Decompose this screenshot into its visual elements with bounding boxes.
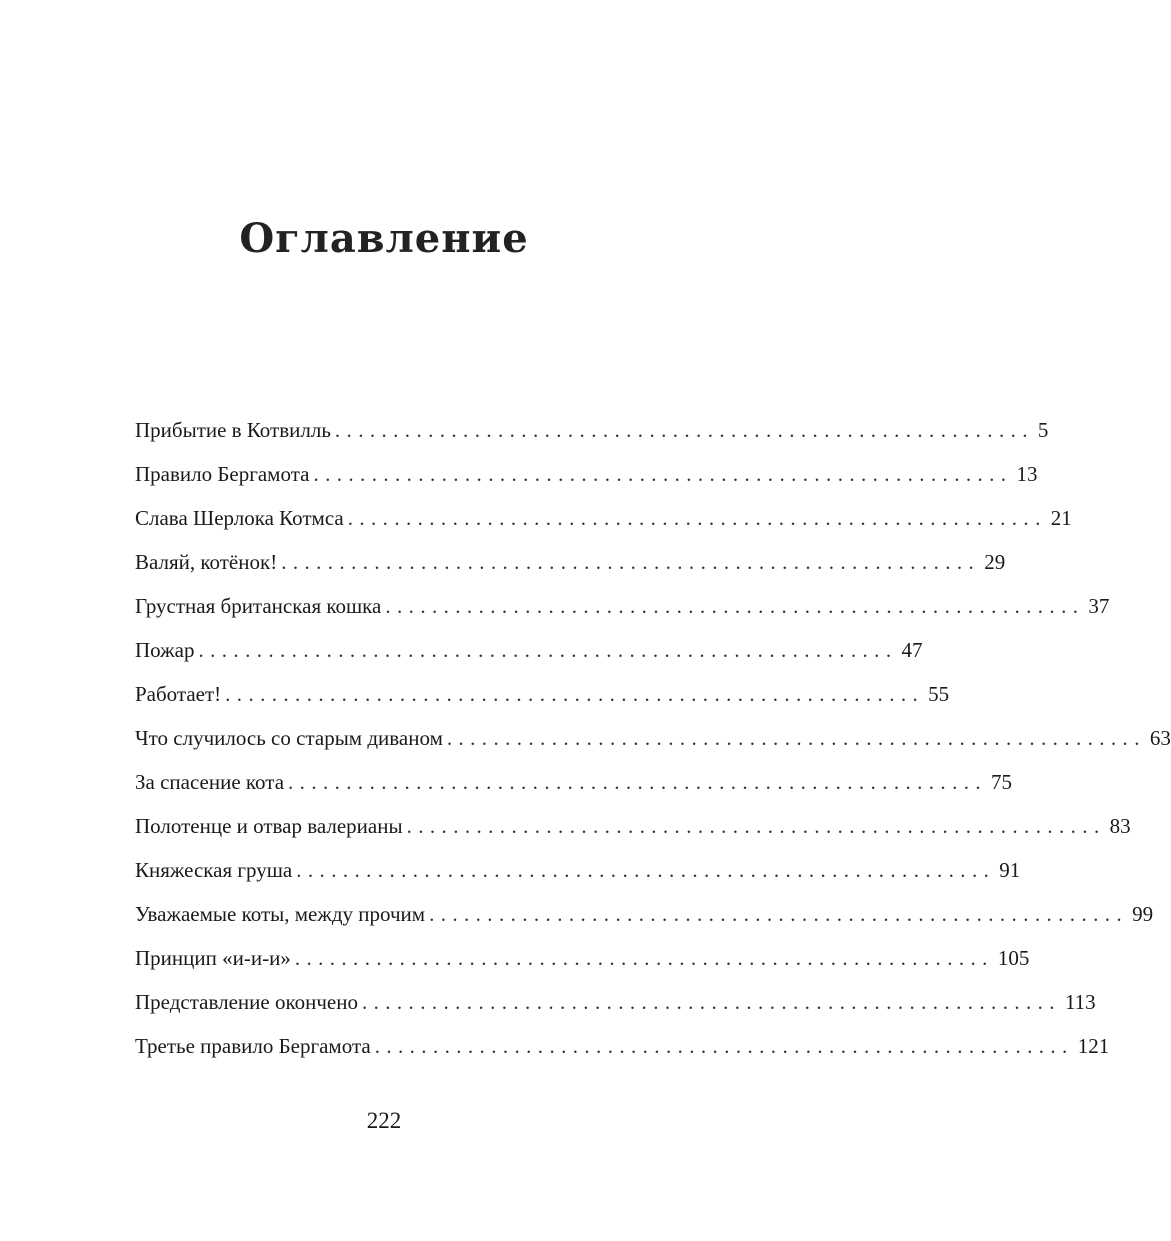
toc-entry-title: Третье правило Бергамота [135, 1034, 371, 1058]
dot-leader: ............................................................ [294, 946, 994, 970]
toc-entry-page: 13 [1016, 462, 1038, 486]
toc-entry-title: За спасение кота [135, 770, 285, 794]
toc-entry [135, 946, 1030, 990]
toc-entry-title: Работает! [135, 682, 222, 706]
dot-leader: ............................................................ [361, 990, 1061, 1014]
dot-leader: ............................................................ [334, 418, 1034, 442]
toc-entry-page: 91 [999, 858, 1021, 882]
toc-entry [135, 858, 1021, 902]
toc-entry-page: 5 [1037, 418, 1049, 442]
toc-entry-title: Прибытие в Котвилль [135, 418, 331, 442]
toc-entry-page: 63 [1149, 726, 1171, 750]
page-title: Оглавление [239, 214, 529, 262]
toc-entry-page: 21 [1050, 506, 1072, 530]
toc-entry [135, 814, 1131, 858]
toc-entry [135, 770, 1013, 814]
toc-entry-title: Принцип «и-и-и» [135, 946, 291, 970]
toc-entry-page: 47 [901, 638, 923, 662]
toc-entry-page: 83 [1109, 814, 1131, 838]
toc-entry [135, 506, 1072, 550]
dot-leader: ............................................................ [385, 594, 1085, 618]
toc-entry [135, 990, 1096, 1034]
toc-entry-title: Правило Бергамота [135, 462, 310, 486]
toc-entry-page: 113 [1064, 990, 1096, 1014]
toc-entry-page: 99 [1132, 902, 1154, 926]
toc-entry-page: 105 [997, 946, 1030, 970]
dot-leader: ............................................................ [198, 638, 898, 662]
dot-leader: ............................................................ [313, 462, 1013, 486]
toc-entry-page: 29 [984, 550, 1006, 574]
toc-entry-page: 55 [928, 682, 950, 706]
toc-entry [135, 550, 1006, 594]
dot-leader: ............................................................ [288, 770, 988, 794]
toc-entry-page: 75 [991, 770, 1013, 794]
toc-entry [135, 462, 1038, 506]
dot-leader: ............................................................ [347, 506, 1047, 530]
toc-entry-title: Княжеская груша [135, 858, 293, 882]
toc-entry [135, 1034, 1110, 1078]
toc-entry [135, 594, 1110, 638]
toc-entry-title: Валяй, котёнок! [135, 550, 278, 574]
dot-leader: ............................................................ [281, 550, 981, 574]
toc-entry-title: Представление окончено [135, 990, 358, 1014]
dot-leader: ............................................................ [429, 902, 1129, 926]
toc-entry [135, 902, 1154, 946]
toc-entry [135, 418, 1049, 462]
toc-entry-page: 37 [1088, 594, 1110, 618]
dot-leader: ............................................................ [406, 814, 1106, 838]
toc-entry [135, 638, 923, 682]
toc-entry-page: 121 [1077, 1034, 1110, 1058]
dot-leader: ............................................................ [446, 726, 1146, 750]
toc-entry [135, 726, 1171, 770]
toc-entry-title: Слава Шерлока Котмса [135, 506, 344, 530]
toc-entry-title: Пожар [135, 638, 195, 662]
table-of-contents [135, 418, 1171, 1078]
toc-entry-title: Полотенце и отвар валерианы [135, 814, 403, 838]
page-number: 222 [366, 1108, 402, 1133]
toc-entry-title: Уважаемые коты, между прочим [135, 902, 426, 926]
dot-leader: ............................................................ [296, 858, 996, 882]
toc-entry [135, 682, 950, 726]
dot-leader: ............................................................ [225, 682, 925, 706]
toc-entry-title: Грустная британская кошка [135, 594, 382, 618]
toc-entry-title: Что случилось со старым диваном [135, 726, 443, 750]
dot-leader: ............................................................ [374, 1034, 1074, 1058]
